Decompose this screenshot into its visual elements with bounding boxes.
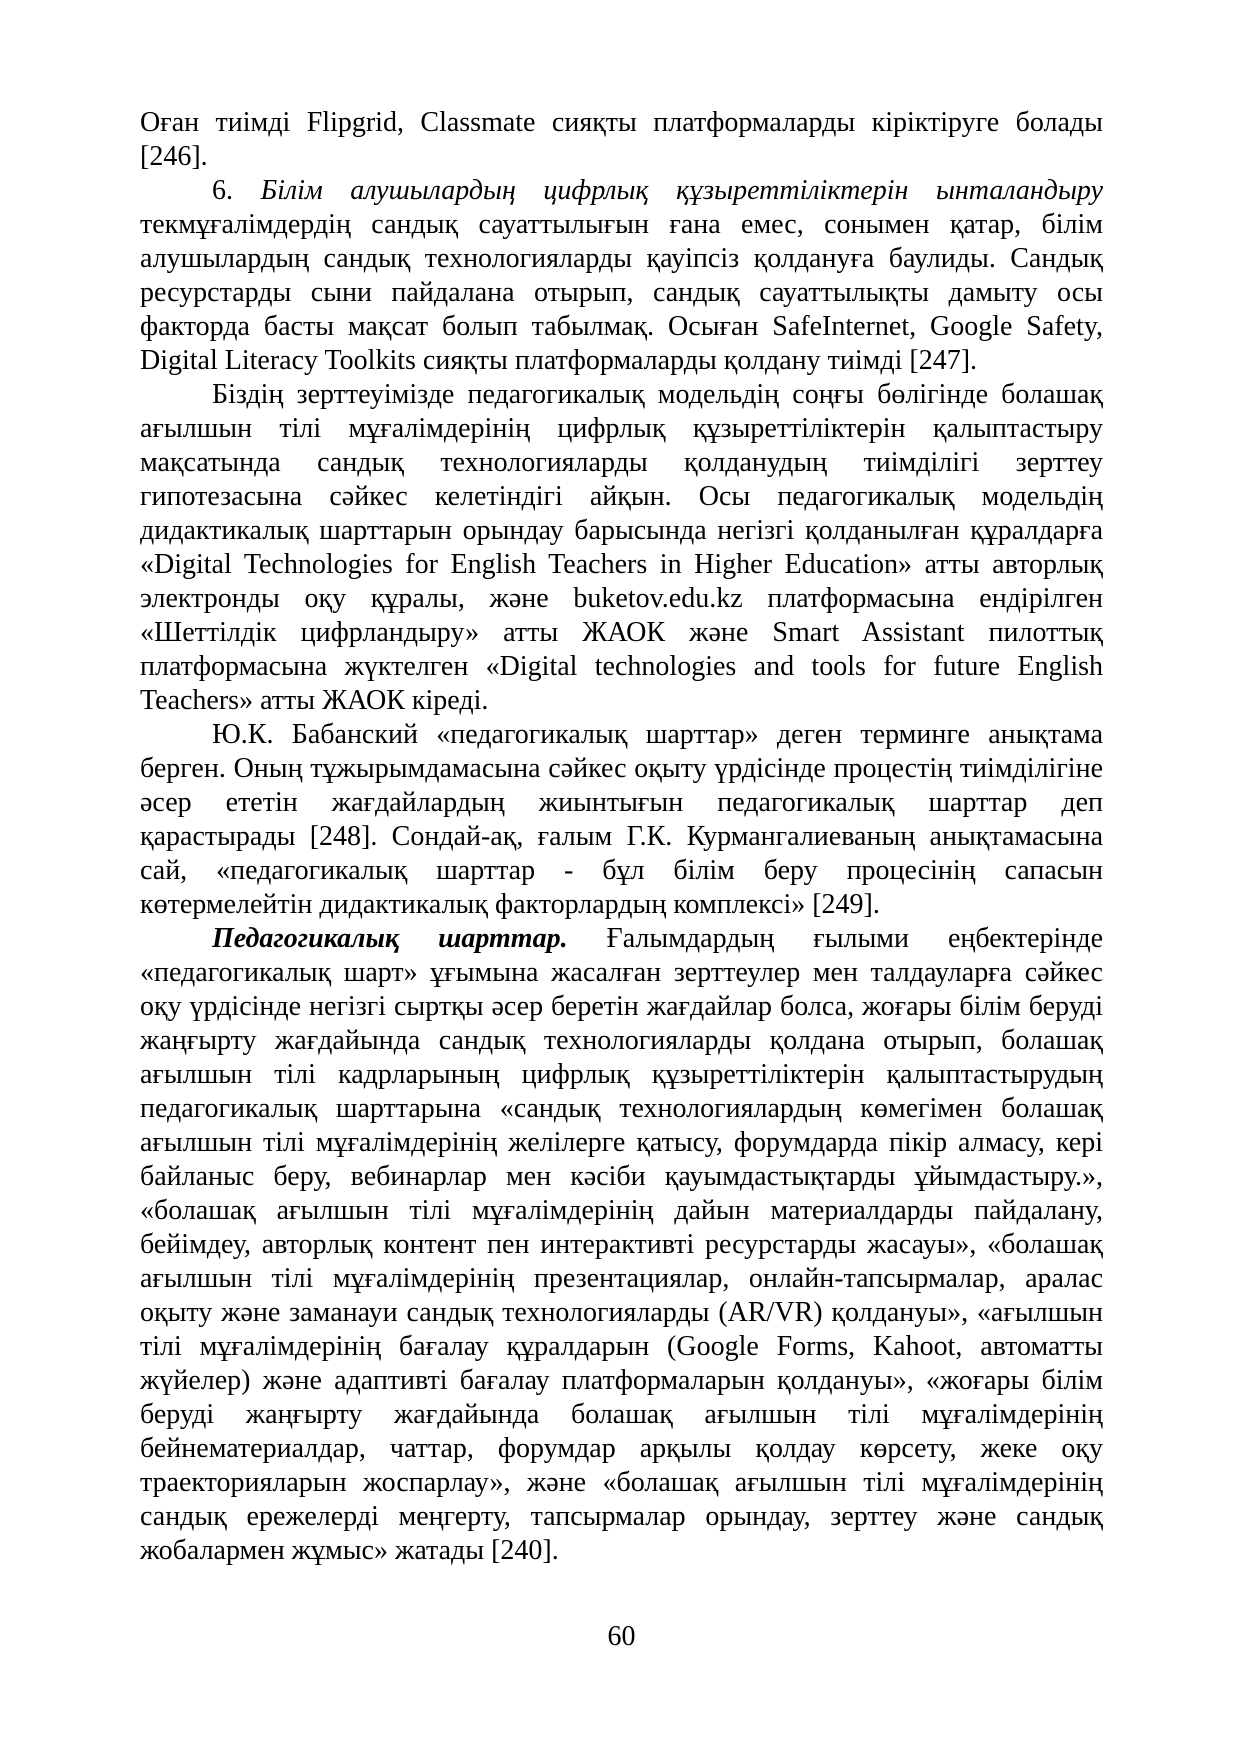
paragraph [140, 106, 1103, 174]
text-run: Білім алушылардың цифрлық құзыреттіліктерін ынталандыру [260, 175, 1103, 206]
paragraph [140, 174, 1103, 378]
page-body [140, 106, 1103, 1568]
page-number: 60 [607, 1621, 636, 1652]
text-run: Ғалымдардың ғылыми еңбектерінде «педагогикалық шарт» ұғымына жасалған зерттеулер мен талдауларға сәйкес оқу үрдісінде негізгі сыртқы әсер беретін жағдайлар болса, жоғары білім беруді жаңғырту жағдайында сандық технологияларды қолдана отырып, болашақ ағылшын тілі кадрларының цифрлық құзыреттіліктерін қалыптастырудың педагогикалық шарттарына «сандық технологиялардың көмегімен болашақ ағылшын тілі мұғалімдерінің желілерге қатысу, форумдарда пікір алмасу, кері байланыс беру, вебинарлар мен кәсіби қауымдастықтарды ұйымдастыру.», «болашақ ағылшын тілі мұғалімдерінің дайын материалдарды пайдалану, бейімдеу, авторлық контент пен интерактивті ресурстарды жасауы», «болашақ ағылшын тілі мұғалімдерінің презентациялар, онлайн-тапсырмалар, аралас оқыту және заманауи сандық технологияларды (AR/VR) қолдануы», «ағылшын тілі мұғалімдерінің бағалау құралдарын (Google Forms, Kahoot, автоматты жүйелер) және адаптивті бағалау платформаларын қолдануы», «жоғары білім беруді жаңғырту жағдайында болашақ ағылшын тілі мұғалімдерінің бейнематериалдар, чаттар, форумдар арқылы қолдау көрсету, жеке оқу траекторияларын жоспарлау», және «болашақ ағылшын тілі мұғалімдерінің сандық ережелерді меңгерту, тапсырмалар орындау, зерттеу және сандық жобалармен жұмыс» жатады [240]. [140, 923, 1103, 1566]
text-run: Біздің зерттеуімізде педагогикалық модельдің соңғы бөлігінде болашақ ағылшын тілі мұғалімдерінің цифрлық құзыреттіліктерін қалыптастыру мақсатында сандық технологияларды қолданудың тиімділігі зерттеу гипотезасына сәйкес келетіндігі айқын. Осы педагогикалық модельдің дидактикалық шарттарын орындау барысында негізгі қолданылған құралдарға «Digital Technologies for English Teachers in Higher Education» атты авторлық электронды оқу құралы, және buketov.edu.kz платформасына ендірілген «Шеттілдік цифрландыру» атты ЖАОК және Smart Assistant пилоттық платформасына жүктелген «Digital technologies and tools for future English Teachers» атты ЖАОК кіреді. [140, 379, 1103, 716]
text-run: Педагогикалық шарттар. [212, 923, 568, 954]
text-run: Оған тиімді Flipgrid, Classmate сияқты платформаларды кіріктіруге болады [246]. [140, 107, 1103, 172]
text-run: 6. [212, 175, 261, 206]
paragraph [140, 922, 1103, 1568]
paragraph [140, 378, 1103, 718]
text-run: Ю.К. Бабанский «педагогикалық шарттар» деген терминге анықтама берген. Оның тұжырымдамасына сәйкес оқыту үрдісінде процестің тиімділігіне әсер ететін жағдайлардың жиынтығын педагогикалық шарттар деп қарастырады [248]. Сондай-ақ, ғалым Г.К. Курмангалиеваның анықтамасына сай, «педагогикалық шарттар - бұл білім беру процесінің сапасын көтермелейтін дидактикалық факторлардың комплексі» [249]. [140, 719, 1103, 920]
text-run: текмұғалімдердің сандық сауаттылығын ғана емес, сонымен қатар, білім алушылардың сандық технологияларды қауіпсіз қолдануға баулиды. Сандық ресурстарды сыни пайдалана отырып, сандық сауаттылықты дамыту осы факторда басты мақсат болып табылмақ. Осыған SafeInternet, Google Safety, Digital Literacy Toolkits сияқты платформаларды қолдану тиімді [247]. [140, 209, 1103, 376]
paragraph [140, 718, 1103, 922]
